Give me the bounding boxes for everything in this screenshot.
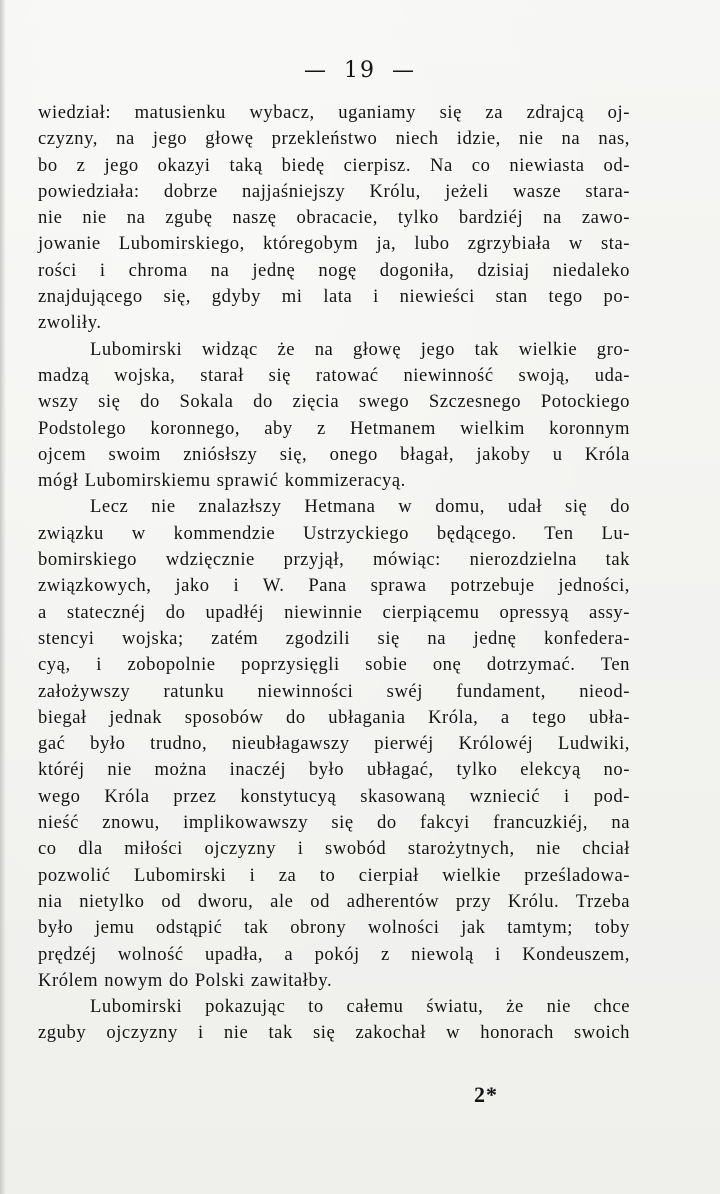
paragraph <box>38 337 630 495</box>
paragraph <box>38 494 630 994</box>
body-text <box>38 100 630 1047</box>
text-line: prędzéj wolność upadła, a pokój z niewolą i Kondeuszem, <box>38 943 630 965</box>
text-line: pozwolić Lubomirski i za to cierpiał wielkie prześladowa- <box>38 864 630 886</box>
page-header <box>0 56 720 86</box>
text-line: zguby ojczyzny i nie tak się zakochał w honorach swoich <box>38 1022 630 1044</box>
text-line: związkowych, jako i W. Pana sprawa potrzebuje jedności, <box>38 575 630 597</box>
text-line: stencyi wojska; zatém zgodzili się na jednę konfedera- <box>38 627 630 649</box>
text-line: znajdującego się, gdyby mi lata i niewieści stan tego po- <box>38 286 630 308</box>
text-line: madzą wojska, starał się ratować niewinność swoją, uda- <box>38 364 630 386</box>
text-line: rości i chroma na jednę nogę dogoniła, dzisiaj niedaleko <box>38 259 630 281</box>
text-line: powiedziała: dobrze najjaśniejszy Królu, jeżeli wasze stara- <box>38 180 630 202</box>
text-line: nia nietylko od dworu, ale od adherentów przy Królu. Trzeba <box>38 890 630 912</box>
text-line: nieść znowu, implikowawszy się do fakcyi francuzkiéj, na <box>38 812 630 834</box>
text-line: bomirskiego wdzięcznie przyjął, mówiąc: nierozdzielna tak <box>38 549 630 571</box>
text-line: nie nie na zgubę naszę obracacie, tylko bardziéj na zawo- <box>38 207 630 229</box>
text-line: było jemu odstąpić tak obrony wolności jak tamtym; toby <box>38 917 630 939</box>
text-line: zwoliły. <box>38 312 102 334</box>
paragraph <box>38 994 630 1047</box>
text-line: cyą, i zobopolnie poprzysięgli sobie onę dotrzymać. Ten <box>38 654 630 676</box>
text-line: biegał jednak sposobów do ubłagania Króla, a tego ubła- <box>38 706 630 728</box>
text-line: mógł Lubomirskiemu sprawić kommizeracyą. <box>38 470 406 492</box>
page-edge-shadow <box>0 0 6 1194</box>
text-line: związku w kommendzie Ustrzyckiego będącego. Ten Lu- <box>38 522 630 544</box>
paragraph <box>38 100 630 337</box>
text-line: ojcem swoim zniósłszy się, onego błagał, jakoby u Króla <box>38 443 630 465</box>
text-line: a statecznéj do upadłéj niewinnie cierpiącemu opressyą assy- <box>38 601 630 623</box>
header-dash-left: — <box>304 58 328 83</box>
text-line: Lubomirski widząc że na głowę jego tak wielkie gro- <box>90 338 630 360</box>
text-line: Podstolego koronnego, aby z Hetmanem wielkim koronnym <box>38 417 630 439</box>
text-line: Lecz nie znalazłszy Hetmana w domu, udał się do <box>90 496 630 518</box>
header-dash-right: — <box>392 58 416 83</box>
text-line: gać było trudno, nieubłagawszy pierwéj Królowéj Ludwiki, <box>38 733 630 755</box>
text-line: założywszy ratunku niewinności swéj fundament, nieod- <box>38 680 630 702</box>
text-line: jowanie Lubomirskiego, któregobym ja, lubo zgrzybiała w sta- <box>38 233 630 255</box>
text-line: bo z jego okazyi taką biedę cierpisz. Na co niewiasta od- <box>38 154 630 176</box>
page-number: 19 <box>344 58 376 83</box>
text-line: wiedział: matusienku wybacz, uganiamy się za zdrajcą oj- <box>38 102 630 123</box>
text-line: któréj nie można inaczéj było ubłagać, tylko elekcyą no- <box>38 759 630 781</box>
signature-mark: 2* <box>474 1082 498 1107</box>
text-line: wszy się do Sokala do zięcia swego Szczesnego Potockiego <box>38 391 630 413</box>
text-line: Królem nowym do Polski zawitałby. <box>38 969 333 991</box>
text-line: co dla miłości ojczyzny i swobód starożytnych, nie chciał <box>38 838 630 860</box>
text-line: wego Króla przez konstytucyą skasowaną wzniecić i pod- <box>38 785 630 807</box>
text-line: czyzny, na jego głowę przekleństwo niech idzie, nie na nas, <box>38 128 630 150</box>
text-line: Lubomirski pokazując to całemu światu, że nie chce <box>90 996 630 1018</box>
